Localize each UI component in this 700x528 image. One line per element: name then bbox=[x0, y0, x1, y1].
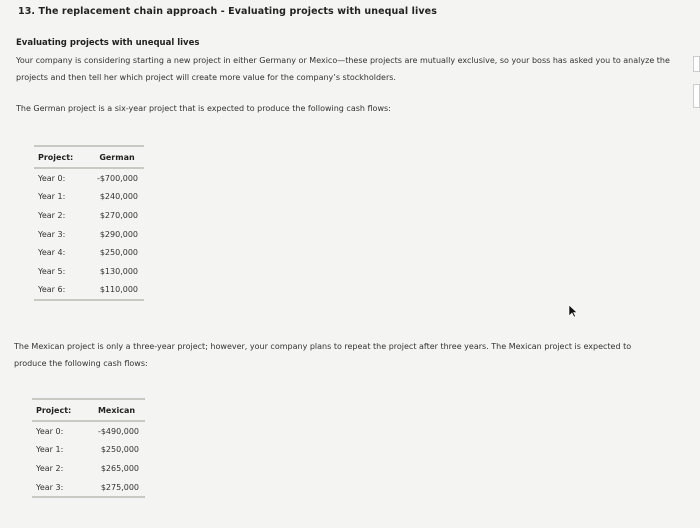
year-label: Year 1: bbox=[38, 192, 66, 202]
project-header-label: Project: bbox=[36, 405, 72, 415]
cash-flow-value: $275,000 bbox=[100, 482, 139, 492]
year-label: Year 2: bbox=[38, 210, 66, 220]
cash-flow-value: $110,000 bbox=[99, 285, 138, 295]
table-row bbox=[32, 459, 145, 478]
table-header-row bbox=[32, 399, 145, 421]
year-label: Year 3: bbox=[38, 229, 66, 239]
table-row bbox=[34, 243, 144, 262]
cash-flow-value: $130,000 bbox=[99, 266, 138, 276]
cash-flow-value: $270,000 bbox=[99, 210, 138, 220]
project-header-value: German bbox=[99, 152, 135, 162]
cash-flow-value: $265,000 bbox=[100, 463, 139, 473]
table-row bbox=[34, 262, 144, 281]
german-intro: The German project is a six-year project that is expected to produce the following cash flows: bbox=[16, 104, 391, 113]
year-label: Year 0: bbox=[36, 426, 64, 436]
year-label: Year 0: bbox=[38, 173, 66, 183]
scrollbar-marker bbox=[693, 84, 700, 108]
cash-flow-value: $240,000 bbox=[99, 192, 138, 202]
year-label: Year 4: bbox=[38, 248, 66, 258]
mexican-cash-flow-table bbox=[32, 398, 145, 498]
section-title: Evaluating projects with unequal lives bbox=[16, 38, 200, 48]
year-label: Year 5: bbox=[38, 266, 66, 276]
cash-flow-value: $290,000 bbox=[99, 229, 138, 239]
table-row bbox=[32, 478, 145, 498]
table-row bbox=[32, 441, 145, 460]
year-label: Year 1: bbox=[36, 445, 64, 455]
project-header-label: Project: bbox=[38, 152, 74, 162]
mexican-intro: The Mexican project is only a three-year project; however, your company plans to repeat the project after three years. The Mexican project is expected to produce the following cash flows: bbox=[14, 342, 632, 368]
table-row bbox=[34, 281, 144, 301]
table-row bbox=[34, 188, 144, 207]
year-label: Year 3: bbox=[36, 482, 64, 492]
scrollbar-marker bbox=[693, 56, 700, 72]
mouse-cursor-icon bbox=[568, 304, 578, 318]
project-header-value: Mexican bbox=[97, 405, 136, 415]
cash-flow-value: $250,000 bbox=[100, 445, 139, 455]
cash-flow-value: $250,000 bbox=[99, 248, 138, 258]
table-header-row bbox=[34, 146, 144, 168]
year-label: Year 2: bbox=[36, 463, 64, 473]
table-row bbox=[34, 168, 144, 188]
year-label: Year 6: bbox=[38, 285, 66, 295]
german-cash-flow-table bbox=[34, 145, 144, 301]
table-row bbox=[32, 421, 145, 441]
cash-flow-value: -$490,000 bbox=[97, 426, 139, 436]
page-title: 13. The replacement chain approach - Evaluating projects with unequal lives bbox=[18, 6, 437, 17]
cash-flow-value: -$700,000 bbox=[96, 173, 138, 183]
table-row bbox=[34, 206, 144, 225]
table-row bbox=[34, 225, 144, 244]
intro-paragraph: Your company is considering starting a new project in either Germany or Mexico—these projects are mutually exclusive, so your boss has asked you to analyze the projects and then tell her which project will create more value for the company’s stockholders. bbox=[16, 56, 670, 82]
